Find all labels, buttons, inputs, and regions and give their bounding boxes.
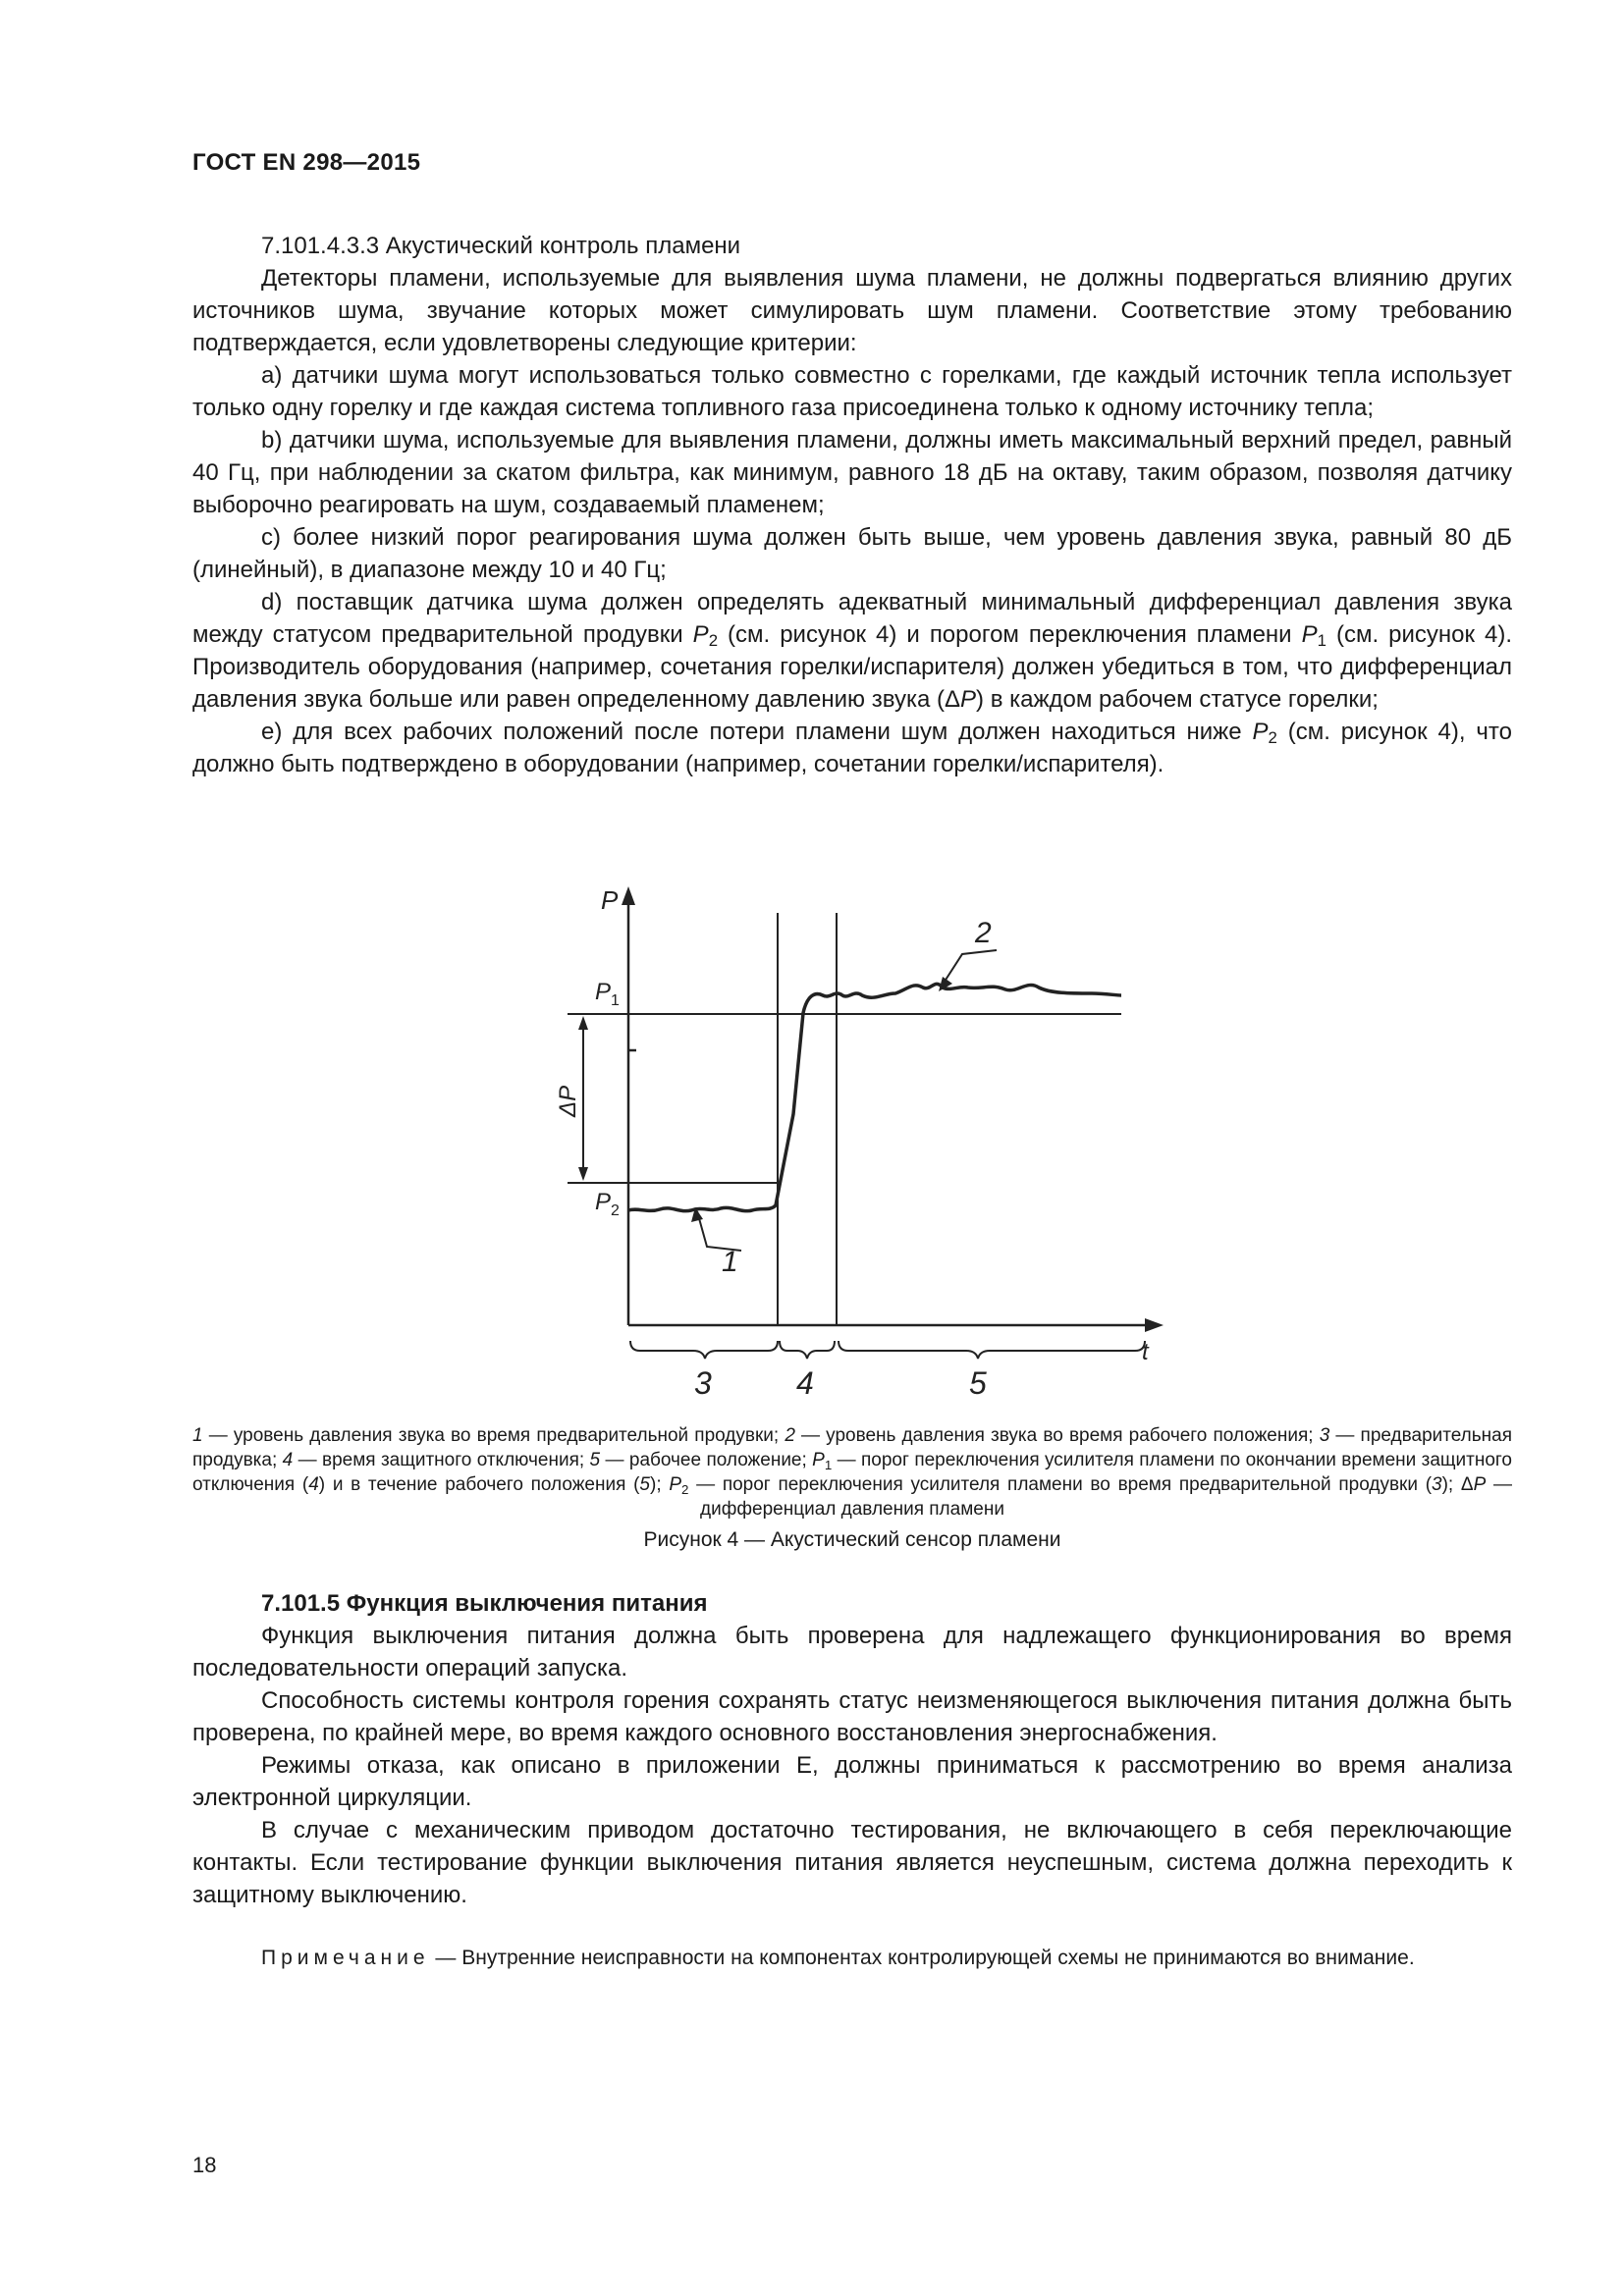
paragraph: Способность системы контроля горения сохранять статус неизменяющегося выключения питания должна быть проверена, по крайней мере, во время каждого основного восстановления энергоснабжения. <box>192 1687 1512 1746</box>
figure-caption: Рисунок 4 — Акустический сенсор пламени <box>643 1528 1061 1551</box>
callout-2: 2 <box>975 917 992 949</box>
region-4-label: 4 <box>796 1365 814 1401</box>
document-header: ГОСТ EN 298—2015 <box>192 149 421 176</box>
paragraph: Режимы отказа, как описано в приложении Е, должны приниматься к рассмотрению во время анализа электронной циркуляции. <box>192 1752 1512 1811</box>
figure-legend: 1 — уровень давления звука во время предварительной продувки; 2 — уровень давления звука во время рабочего положения; 3 — предварительная продувка; 4 — время защитного отключения; 5 — рабочее положение; $P_1$ — порог переключения усилителя пламени по окончании времени защитного отключения (4) и в течение рабочего положения (5); $P_2$ — порог переключения усилителя пламени во время предварительной продувки (3); ΔP — дифференциал давления пламени <box>192 1425 1513 1520</box>
page-number: 18 <box>192 2153 217 2177</box>
note <box>192 1944 1512 1973</box>
p1-label: $P_1$ <box>595 979 620 1009</box>
note-text: — Внутренние неисправности на компонентах контролирующей схемы не принимаются во внимание. <box>429 1947 1415 1969</box>
criterion-d: d) поставщик датчика шума должен определять адекватный минимальный дифференциал давления звука между статусом предварительной продувки $P_2$ (см. рисунок 4) и порогом переключения пламени $P_1$ (см. рисунок 4). Производитель оборудования (например, сочетания горелки/испарителя) должен убедиться в том, что дифференциал давления звука больше или равен определенному давлению звука (ΔP) в каждом рабочем статусе горелки; <box>192 589 1512 713</box>
section-heading: 7.101.5 Функция выключения питания <box>261 1590 708 1617</box>
x-axis-label: t <box>1142 1339 1149 1365</box>
paragraph: В случае с механическим приводом достаточно тестирования, не включающего в себя переключающие контакты. Если тестирование функции выключения питания является неуспешным, система должна переходить к защитному выключению. <box>192 1817 1512 1908</box>
note-label: Примечание <box>261 1947 430 1969</box>
section-7-101-5 <box>192 1587 1512 1911</box>
body-text <box>192 230 1512 780</box>
paragraph: Функция выключения питания должна быть проверена для надлежащего функционирования во время последовательности операций запуска. <box>192 1623 1512 1682</box>
region-5-label: 5 <box>969 1365 987 1401</box>
signal-curve <box>628 984 1121 1210</box>
callout-1-leader <box>697 1211 741 1251</box>
brace-region-3 <box>630 1341 778 1359</box>
p2-label: $P_2$ <box>595 1189 620 1219</box>
paragraph: Детекторы пламени, используемые для выявления шума пламени, не должны подвергаться влиянию других источников шума, звучание которых может симулировать шум пламени. Соответствие этому требованию подтверждается, если удовлетворены следующие критерии: <box>192 265 1512 356</box>
criterion-a: a) датчики шума могут использоваться только совместно с горелками, где каждый источник тепла использует только одну горелку и где каждая система топливного газа присоединена только к одному источнику тепла; <box>192 362 1512 421</box>
subsection-heading: 7.101.4.3.3 Акустический контроль пламени <box>261 233 741 259</box>
y-axis-arrow <box>622 886 635 905</box>
figure-acoustic-flame-sensor <box>550 864 1178 1414</box>
brace-region-4 <box>780 1341 835 1359</box>
callout-1: 1 <box>722 1246 738 1278</box>
y-axis-label: P <box>601 885 619 915</box>
region-3-label: 3 <box>694 1365 712 1401</box>
criterion-e: e) для всех рабочих положений после потери пламени шум должен находиться ниже $P_2$ (см. рисунок 4), что должно быть подтверждено в оборудовании (например, сочетании горелки/испарителя). <box>192 719 1512 777</box>
x-axis-arrow <box>1145 1318 1164 1332</box>
criterion-c: c) более низкий порог реагирования шума должен быть выше, чем уровень давления звука, равный 80 дБ (линейный), в диапазоне между 10 и 40 Гц; <box>192 524 1512 583</box>
delta-p-label: ΔP <box>555 1085 581 1117</box>
criterion-b: b) датчики шума, используемые для выявления пламени, должны иметь максимальный верхний предел, равный 40 Гц, при наблюдении за скатом фильтра, как минимум, равного 18 дБ на октаву, таким образом, позволяя датчику выборочно реагировать на шум, создаваемый пламенем; <box>192 427 1512 518</box>
brace-region-5 <box>839 1341 1145 1359</box>
